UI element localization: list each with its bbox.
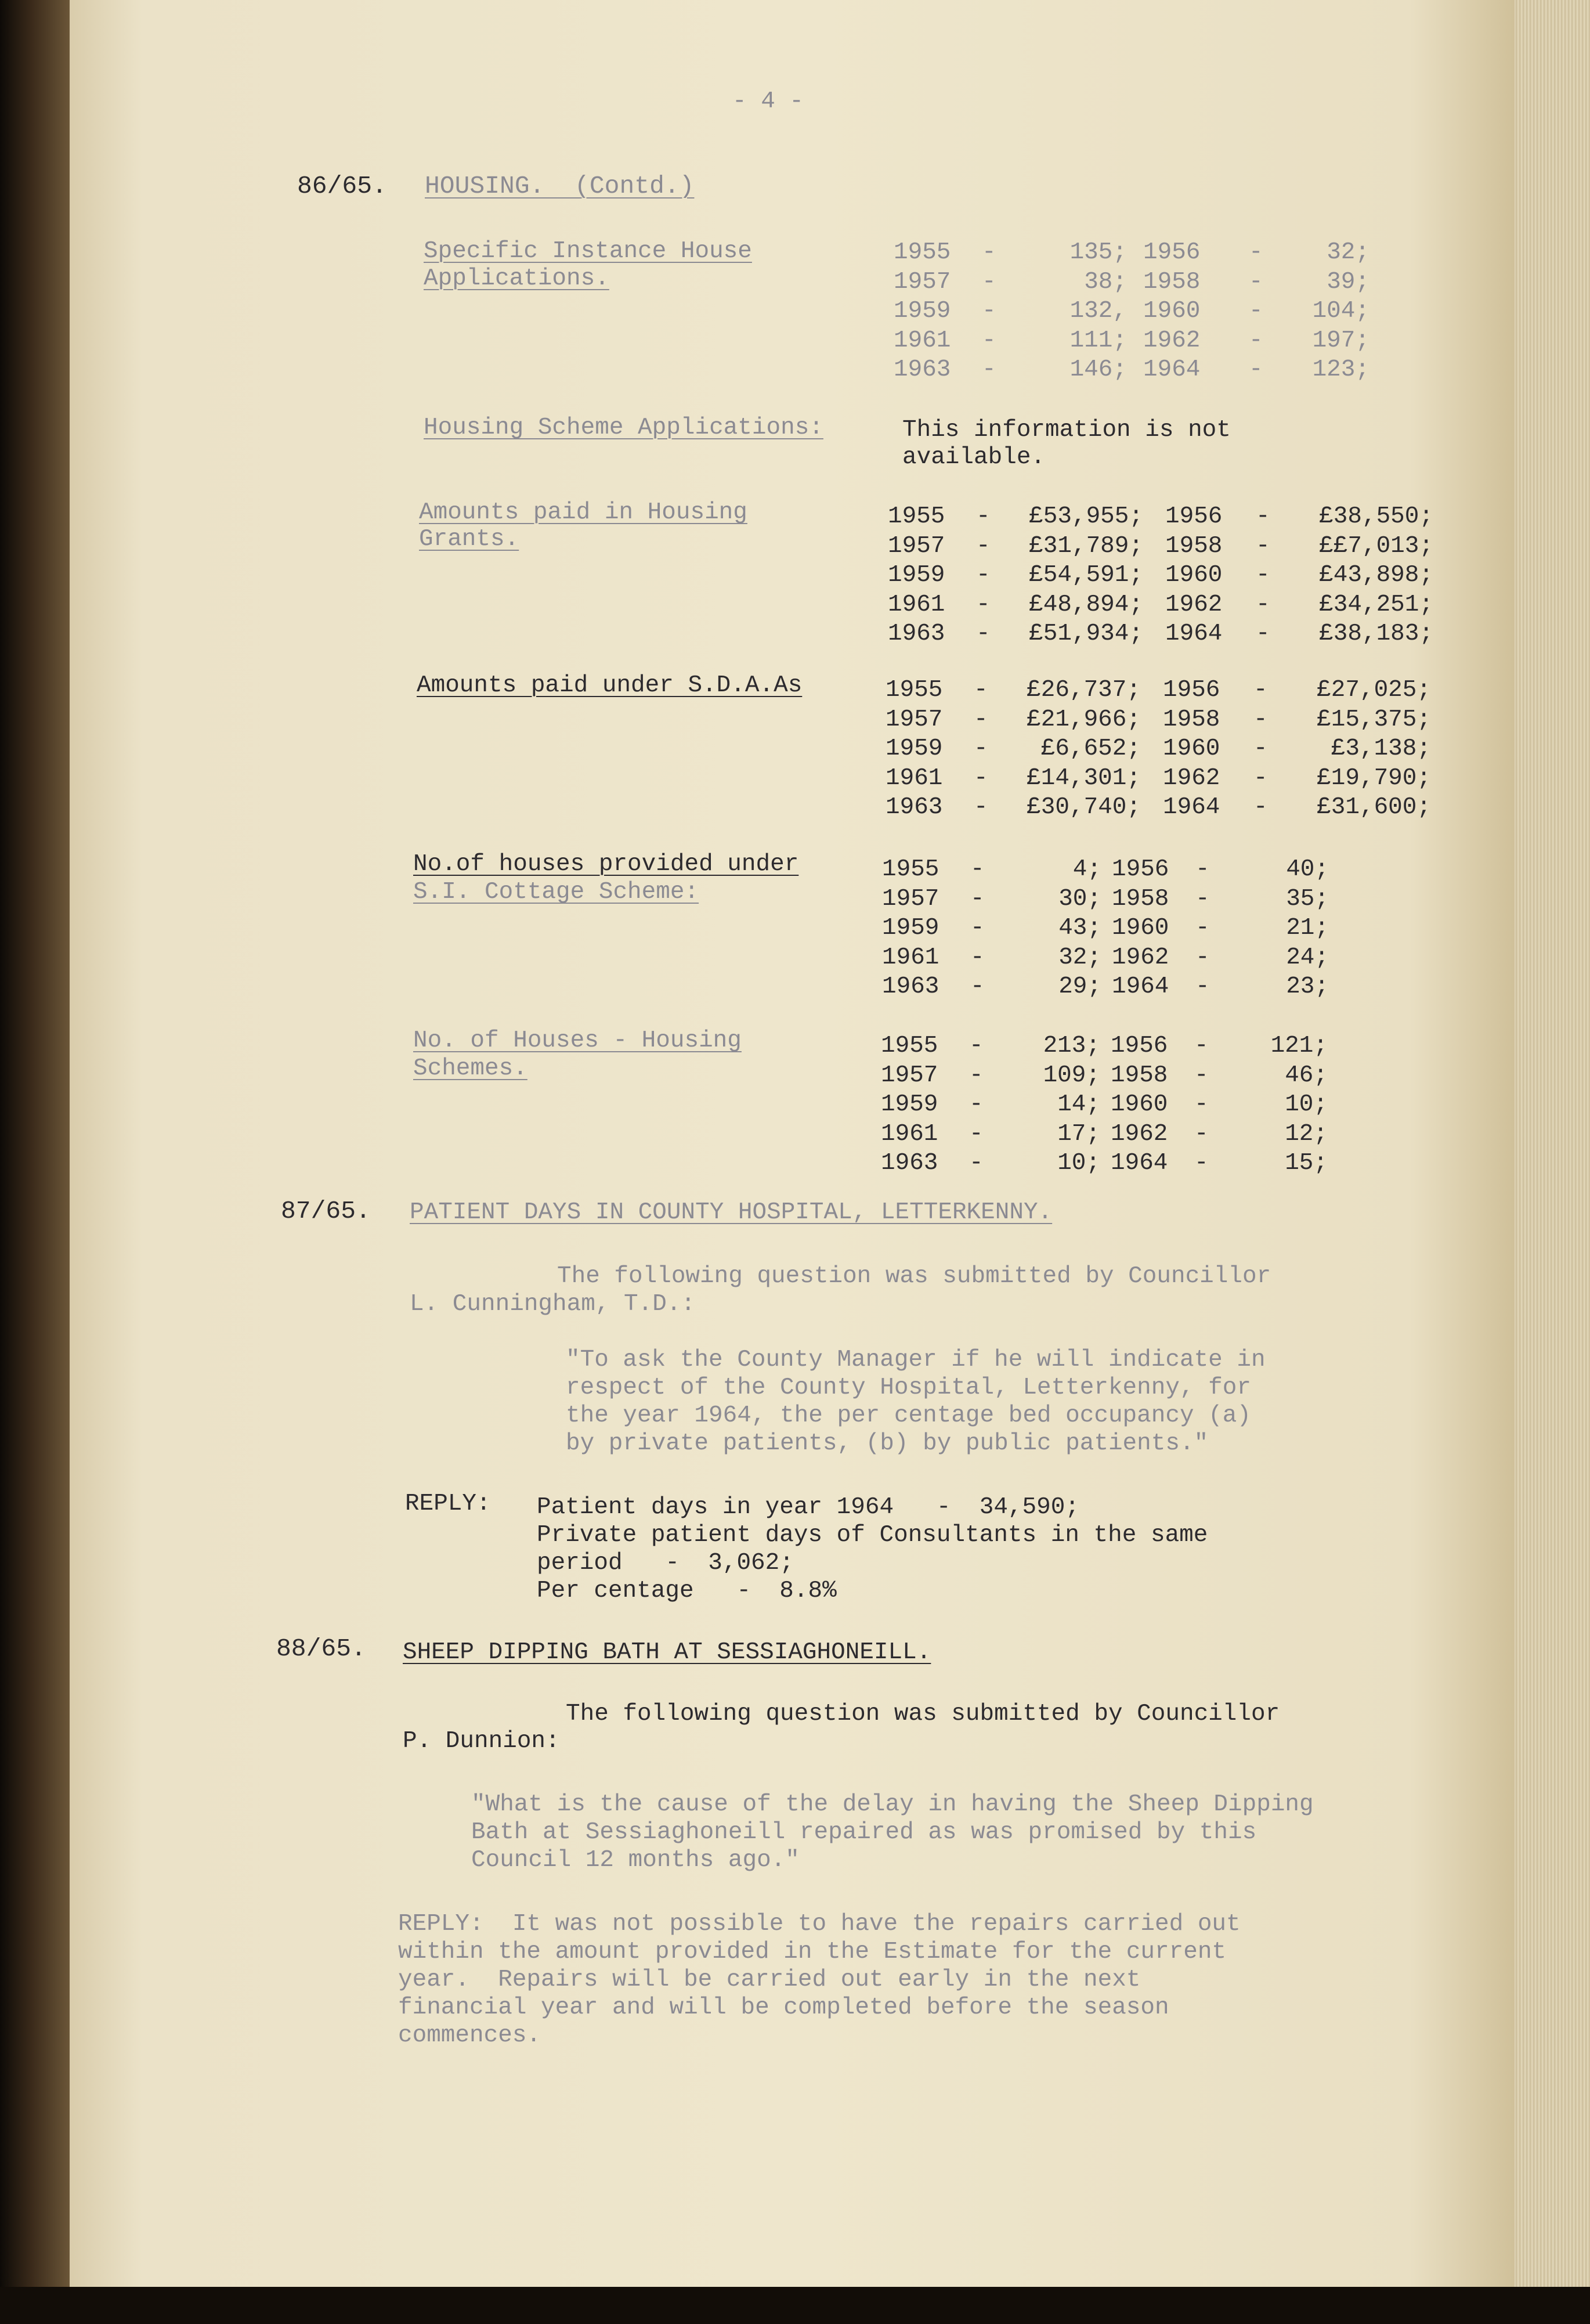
dash-a: - [976, 620, 991, 647]
table-row [882, 855, 1335, 885]
patient-reply-label: REPLY: [405, 1491, 491, 1517]
label-houses-schemes-2: Schemes. [413, 1055, 527, 1082]
dash-b: - [1256, 503, 1270, 530]
year-b: 1960 [1165, 562, 1223, 589]
year-a: 1957 [888, 532, 945, 560]
year-a: 1959 [888, 562, 945, 589]
value-a: 29; [1058, 973, 1101, 1000]
value-b: £34,251; [1319, 591, 1433, 618]
dash-b: - [1194, 1062, 1209, 1089]
dash-b: - [1249, 356, 1263, 383]
dash-a: - [970, 856, 985, 883]
page-number: - 4 - [732, 88, 804, 115]
dash-a: - [970, 915, 985, 941]
year-b: 1960 [1112, 915, 1169, 941]
value-a: £6,652; [1040, 735, 1141, 762]
dash-b: - [1195, 885, 1210, 912]
value-a: £48,894; [1029, 591, 1143, 618]
label-specific-1: Specific Instance House [424, 238, 752, 265]
value-b: 123; [1312, 356, 1369, 383]
value-a: £53,955; [1029, 503, 1143, 530]
year-a: 1959 [886, 735, 943, 762]
year-a: 1959 [881, 1091, 938, 1118]
label-grants-1: Amounts paid in Housing [419, 499, 747, 526]
dash-b: - [1195, 915, 1210, 941]
value-a: £26,737; [1027, 677, 1141, 703]
table-houses-schemes [881, 1031, 1334, 1178]
sheep-reply-1: REPLY: It was not possible to have the repairs carried out [398, 1911, 1241, 1937]
dash-b: - [1249, 298, 1263, 324]
item-ref-86: 86/65. [297, 172, 387, 200]
table-housing-grants [888, 502, 1433, 649]
dash-a: - [969, 1150, 984, 1177]
dash-a: - [974, 735, 988, 762]
dash-a: - [970, 885, 985, 912]
year-a: 1955 [881, 1033, 938, 1059]
dash-a: - [982, 327, 996, 354]
year-a: 1963 [888, 620, 945, 647]
patient-question-2: respect of the County Hospital, Letterkenny, for [566, 1374, 1251, 1401]
table-row [886, 705, 1431, 735]
value-b: 40; [1286, 856, 1329, 883]
table-row [886, 676, 1431, 705]
value-a: 213; [1043, 1033, 1100, 1059]
value-b: 32; [1327, 239, 1369, 266]
year-b: 1958 [1143, 268, 1201, 295]
dash-a: - [974, 764, 988, 792]
year-a: 1955 [882, 856, 939, 883]
year-a: 1957 [894, 268, 951, 295]
sheep-question-2: Bath at Sessiaghoneill repaired as was promised by this [471, 1819, 1257, 1846]
value-b: 35; [1286, 885, 1329, 912]
value-b: 46; [1285, 1062, 1328, 1089]
value-a: £14,301; [1027, 764, 1141, 792]
year-a: 1961 [881, 1120, 938, 1147]
value-a: 32; [1058, 944, 1101, 971]
value-b: 39; [1327, 268, 1369, 295]
year-a: 1961 [882, 944, 939, 971]
dash-b: - [1249, 268, 1263, 295]
sheep-intro-1: The following question was submitted by Councillor [566, 1701, 1280, 1727]
year-b: 1962 [1143, 327, 1201, 354]
scheme-info-1: This information is not [902, 417, 1231, 443]
value-a: 132, [1069, 298, 1127, 324]
year-b: 1958 [1112, 885, 1169, 912]
sheep-reply-3: year. Repairs will be carried out early in the next [398, 1966, 1141, 1993]
value-b: 21; [1286, 915, 1329, 941]
year-b: 1962 [1165, 591, 1223, 618]
dash-b: - [1256, 620, 1270, 647]
label-sdaa: Amounts paid under S.D.A.As [417, 672, 803, 699]
value-b: 23; [1286, 973, 1329, 1000]
value-b: 10; [1285, 1091, 1328, 1118]
value-a: 14; [1057, 1091, 1100, 1118]
dash-b: - [1195, 856, 1210, 883]
value-b: 12; [1285, 1120, 1328, 1147]
label-scheme-applications: Housing Scheme Applications: [424, 414, 823, 441]
table-row [894, 355, 1369, 385]
year-b: 1964 [1143, 356, 1201, 383]
value-b: £38,183; [1319, 620, 1433, 647]
year-b: 1956 [1143, 239, 1201, 266]
value-b: £38,550; [1319, 503, 1433, 530]
year-b: 1964 [1163, 794, 1220, 821]
value-a: 17; [1057, 1120, 1100, 1147]
value-a: 135; [1069, 239, 1127, 266]
bottom-shadow [0, 2287, 1590, 2324]
dash-b: - [1249, 239, 1263, 266]
section-heading-sheep-dipping: SHEEP DIPPING BATH AT SESSIAGHONEILL. [403, 1639, 931, 1666]
year-b: 1964 [1165, 620, 1223, 647]
value-b: £15,375; [1317, 706, 1431, 733]
value-a: 10; [1057, 1150, 1100, 1177]
value-b: 197; [1312, 327, 1369, 354]
table-specific-applications [894, 238, 1369, 385]
dash-b: - [1253, 706, 1268, 733]
value-b: £27,025; [1317, 677, 1431, 703]
patient-intro-1: The following question was submitted by Councillor [557, 1263, 1271, 1290]
value-b: ££7,013; [1319, 532, 1433, 560]
value-a: £21,966; [1027, 706, 1141, 733]
table-row [882, 885, 1335, 914]
year-a: 1959 [882, 915, 939, 941]
year-a: 1955 [894, 239, 951, 266]
patient-question-1: "To ask the County Manager if he will indicate in [566, 1347, 1266, 1373]
dash-a: - [982, 298, 996, 324]
value-b: 104; [1312, 298, 1369, 324]
dash-b: - [1195, 944, 1210, 971]
table-row [886, 734, 1431, 764]
dash-b: - [1253, 764, 1268, 792]
patient-reply-4: Per centage - 8.8% [537, 1578, 837, 1604]
dash-a: - [982, 239, 996, 266]
year-b: 1962 [1111, 1120, 1168, 1147]
table-row [881, 1090, 1334, 1120]
dash-a: - [976, 503, 991, 530]
dash-a: - [976, 562, 991, 589]
value-b: £19,790; [1317, 764, 1431, 792]
table-row [888, 502, 1433, 532]
year-a: 1963 [886, 794, 943, 821]
year-b: 1958 [1163, 706, 1220, 733]
sheep-intro-2: P. Dunnion: [403, 1728, 560, 1755]
value-a: 30; [1058, 885, 1101, 912]
label-cottage-1: No.of houses provided under [413, 851, 799, 878]
dash-a: - [970, 973, 985, 1000]
year-b: 1956 [1163, 677, 1220, 703]
dash-b: - [1249, 327, 1263, 354]
value-a: £30,740; [1027, 794, 1141, 821]
value-a: 43; [1058, 915, 1101, 941]
table-row [888, 561, 1433, 590]
dash-b: - [1253, 677, 1268, 703]
dash-a: - [976, 532, 991, 560]
table-row [881, 1120, 1334, 1149]
value-a: 38; [1084, 268, 1127, 295]
dash-b: - [1256, 532, 1270, 560]
year-a: 1957 [886, 706, 943, 733]
year-b: 1956 [1165, 503, 1223, 530]
dash-b: - [1256, 562, 1270, 589]
value-a: £31,789; [1029, 532, 1143, 560]
patient-question-4: by private patients, (b) by public patients." [566, 1430, 1209, 1457]
table-sdaa-amounts [886, 676, 1431, 822]
page-stack-edge [1515, 0, 1590, 2287]
value-b: £43,898; [1319, 562, 1433, 589]
year-a: 1961 [888, 591, 945, 618]
year-b: 1962 [1112, 944, 1169, 971]
year-a: 1961 [886, 764, 943, 792]
table-row [888, 590, 1433, 620]
sheep-question-1: "What is the cause of the delay in having the Sheep Dipping [471, 1791, 1314, 1818]
dash-b: - [1253, 794, 1268, 821]
value-b: £31,600; [1317, 794, 1431, 821]
book-binding [0, 0, 70, 2324]
value-b: 24; [1286, 944, 1329, 971]
year-b: 1960 [1111, 1091, 1168, 1118]
year-b: 1958 [1111, 1062, 1168, 1089]
table-cottage-scheme [882, 855, 1335, 1002]
patient-intro-2: L. Cunningham, T.D.: [410, 1291, 696, 1318]
section-heading-patient-days: PATIENT DAYS IN COUNTY HOSPITAL, LETTERKENNY. [410, 1199, 1053, 1226]
table-row [894, 297, 1369, 326]
value-a: 109; [1043, 1062, 1100, 1089]
patient-reply-2: Private patient days of Consultants in the same [537, 1522, 1208, 1549]
year-a: 1955 [888, 503, 945, 530]
table-row [881, 1149, 1334, 1178]
year-a: 1955 [886, 677, 943, 703]
table-row [888, 532, 1433, 561]
dash-b: - [1194, 1091, 1209, 1118]
table-row [882, 914, 1335, 943]
dash-b: - [1194, 1150, 1209, 1177]
table-row [894, 268, 1369, 297]
year-a: 1959 [894, 298, 951, 324]
year-b: 1960 [1163, 735, 1220, 762]
table-row [886, 793, 1431, 822]
dash-a: - [982, 356, 996, 383]
dash-a: - [969, 1062, 984, 1089]
year-b: 1964 [1112, 973, 1169, 1000]
patient-question-3: the year 1964, the per centage bed occupancy (a) [566, 1402, 1251, 1429]
value-a: 4; [1072, 856, 1101, 883]
value-b: 15; [1285, 1150, 1328, 1177]
label-specific-2: Applications. [424, 265, 609, 292]
value-b: 121; [1270, 1033, 1328, 1059]
dash-a: - [969, 1091, 984, 1118]
table-row [881, 1031, 1334, 1061]
table-row [882, 972, 1335, 1002]
table-row [888, 619, 1433, 649]
year-b: 1964 [1111, 1150, 1168, 1177]
year-b: 1956 [1112, 856, 1169, 883]
dash-b: - [1194, 1120, 1209, 1147]
sheep-reply-5: commences. [398, 2022, 541, 2049]
dash-b: - [1256, 591, 1270, 618]
year-a: 1963 [894, 356, 951, 383]
value-b: £3,138; [1331, 735, 1431, 762]
year-a: 1963 [881, 1150, 938, 1177]
sheep-question-3: Council 12 months ago." [471, 1847, 800, 1874]
sheep-reply-4: financial year and will be completed before the season [398, 1994, 1169, 2021]
value-a: £51,934; [1029, 620, 1143, 647]
section-heading-housing: HOUSING. (Contd.) [425, 172, 695, 200]
dash-a: - [974, 794, 988, 821]
year-a: 1957 [882, 885, 939, 912]
label-grants-2: Grants. [419, 526, 519, 553]
table-row [882, 943, 1335, 973]
item-ref-88: 88/65. [276, 1634, 366, 1663]
year-a: 1961 [894, 327, 951, 354]
sheep-reply-2: within the amount provided in the Estimate for the current [398, 1939, 1227, 1965]
year-b: 1960 [1143, 298, 1201, 324]
value-a: £54,591; [1029, 562, 1143, 589]
item-ref-87: 87/65. [281, 1197, 371, 1225]
year-b: 1956 [1111, 1033, 1168, 1059]
table-row [881, 1061, 1334, 1091]
dash-b: - [1195, 973, 1210, 1000]
value-a: 146; [1069, 356, 1127, 383]
dash-a: - [969, 1120, 984, 1147]
table-row [894, 326, 1369, 356]
value-a: 111; [1069, 327, 1127, 354]
dash-b: - [1253, 735, 1268, 762]
table-row [886, 764, 1431, 793]
dash-a: - [976, 591, 991, 618]
dash-a: - [974, 706, 988, 733]
dash-b: - [1194, 1033, 1209, 1059]
year-b: 1962 [1163, 764, 1220, 792]
label-houses-schemes-1: No. of Houses - Housing [413, 1027, 742, 1054]
label-cottage-2: S.I. Cottage Scheme: [413, 879, 699, 905]
scheme-info-2: available. [902, 444, 1046, 471]
dash-a: - [970, 944, 985, 971]
table-row [894, 238, 1369, 268]
dash-a: - [969, 1033, 984, 1059]
year-a: 1963 [882, 973, 939, 1000]
year-a: 1957 [881, 1062, 938, 1089]
patient-reply-1: Patient days in year 1964 - 34,590; [537, 1494, 1079, 1521]
dash-a: - [974, 677, 988, 703]
dash-a: - [982, 268, 996, 295]
patient-reply-3: period - 3,062; [537, 1550, 794, 1576]
year-b: 1958 [1165, 532, 1223, 560]
